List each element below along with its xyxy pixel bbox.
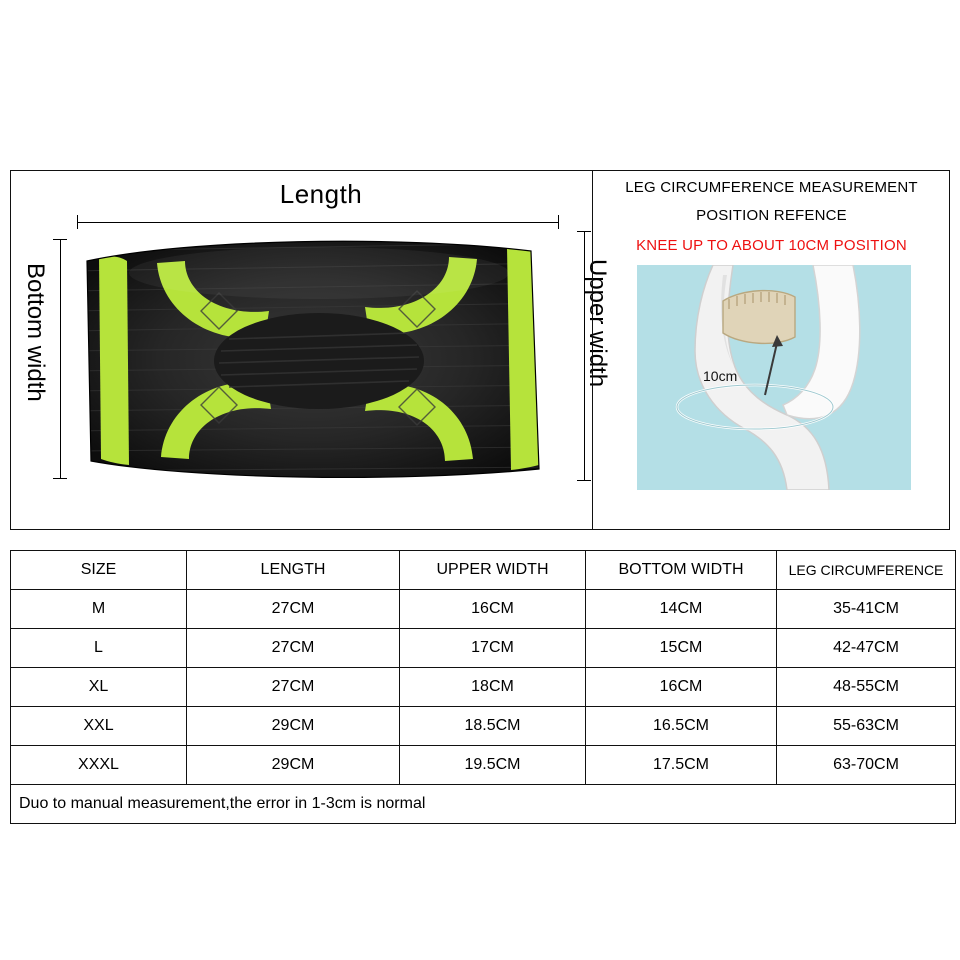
- cell-leg-circumference: 55-63CM: [777, 707, 956, 746]
- cell-length: 29CM: [187, 746, 400, 785]
- upper-width-measure-label: Upper width: [584, 259, 611, 388]
- cell-upper-width: 18.5CM: [400, 707, 586, 746]
- cell-leg-circumference: 63-70CM: [777, 746, 956, 785]
- cell-upper-width: 17CM: [400, 629, 586, 668]
- col-header-length: LENGTH: [187, 551, 400, 590]
- cell-bottom-width: 16CM: [586, 668, 777, 707]
- table-note-row: [11, 785, 956, 824]
- length-measure-label: Length: [279, 179, 363, 209]
- cell-upper-width: 19.5CM: [400, 746, 586, 785]
- cell-bottom-width: 15CM: [586, 629, 777, 668]
- product-diagram-panel: [10, 170, 950, 530]
- col-header-upper-width: UPPER WIDTH: [400, 551, 586, 590]
- cell-bottom-width: 16.5CM: [586, 707, 777, 746]
- cell-size: XL: [11, 668, 187, 707]
- reference-line-1: LEG CIRCUMFERENCE MEASUREMENT: [625, 179, 918, 196]
- cell-size: XXXL: [11, 746, 187, 785]
- product-image-area: [11, 171, 611, 529]
- leg-circumference-reference: [592, 171, 950, 529]
- callout-10cm: 10cm: [703, 368, 738, 384]
- cell-length: 27CM: [187, 668, 400, 707]
- leg-measurement-illustration: [637, 265, 911, 490]
- cell-leg-circumference: 35-41CM: [777, 590, 956, 629]
- measurement-note: Duo to manual measurement,the error in 1-3cm is normal: [11, 785, 956, 824]
- table-row: [11, 629, 956, 668]
- table-row: [11, 707, 956, 746]
- reference-line-3-highlight: KNEE UP TO ABOUT 10CM POSITION: [636, 237, 907, 254]
- cell-bottom-width: 17.5CM: [586, 746, 777, 785]
- cell-length: 27CM: [187, 629, 400, 668]
- cell-size: L: [11, 629, 187, 668]
- table-row: [11, 668, 956, 707]
- cell-leg-circumference: 48-55CM: [777, 668, 956, 707]
- cell-size: M: [11, 590, 187, 629]
- table-row: [11, 590, 956, 629]
- cell-size: XXL: [11, 707, 187, 746]
- col-header-bottom-width: BOTTOM WIDTH: [586, 551, 777, 590]
- size-chart-table: [10, 550, 956, 824]
- length-measure-line: [77, 215, 559, 229]
- col-header-size: SIZE: [11, 551, 187, 590]
- table-row: [11, 746, 956, 785]
- cell-length: 29CM: [187, 707, 400, 746]
- cell-upper-width: 18CM: [400, 668, 586, 707]
- bottom-width-measure-line: [53, 239, 67, 479]
- table-header-row: [11, 551, 956, 590]
- bottom-width-measure-label: Bottom width: [22, 263, 49, 402]
- cell-leg-circumference: 42-47CM: [777, 629, 956, 668]
- reference-line-2: POSITION REFENCE: [696, 207, 847, 224]
- knee-sleeve-image: [69, 233, 559, 483]
- cell-length: 27CM: [187, 590, 400, 629]
- cell-upper-width: 16CM: [400, 590, 586, 629]
- cell-bottom-width: 14CM: [586, 590, 777, 629]
- col-header-leg-circumference: LEG CIRCUMFERENCE: [777, 551, 956, 590]
